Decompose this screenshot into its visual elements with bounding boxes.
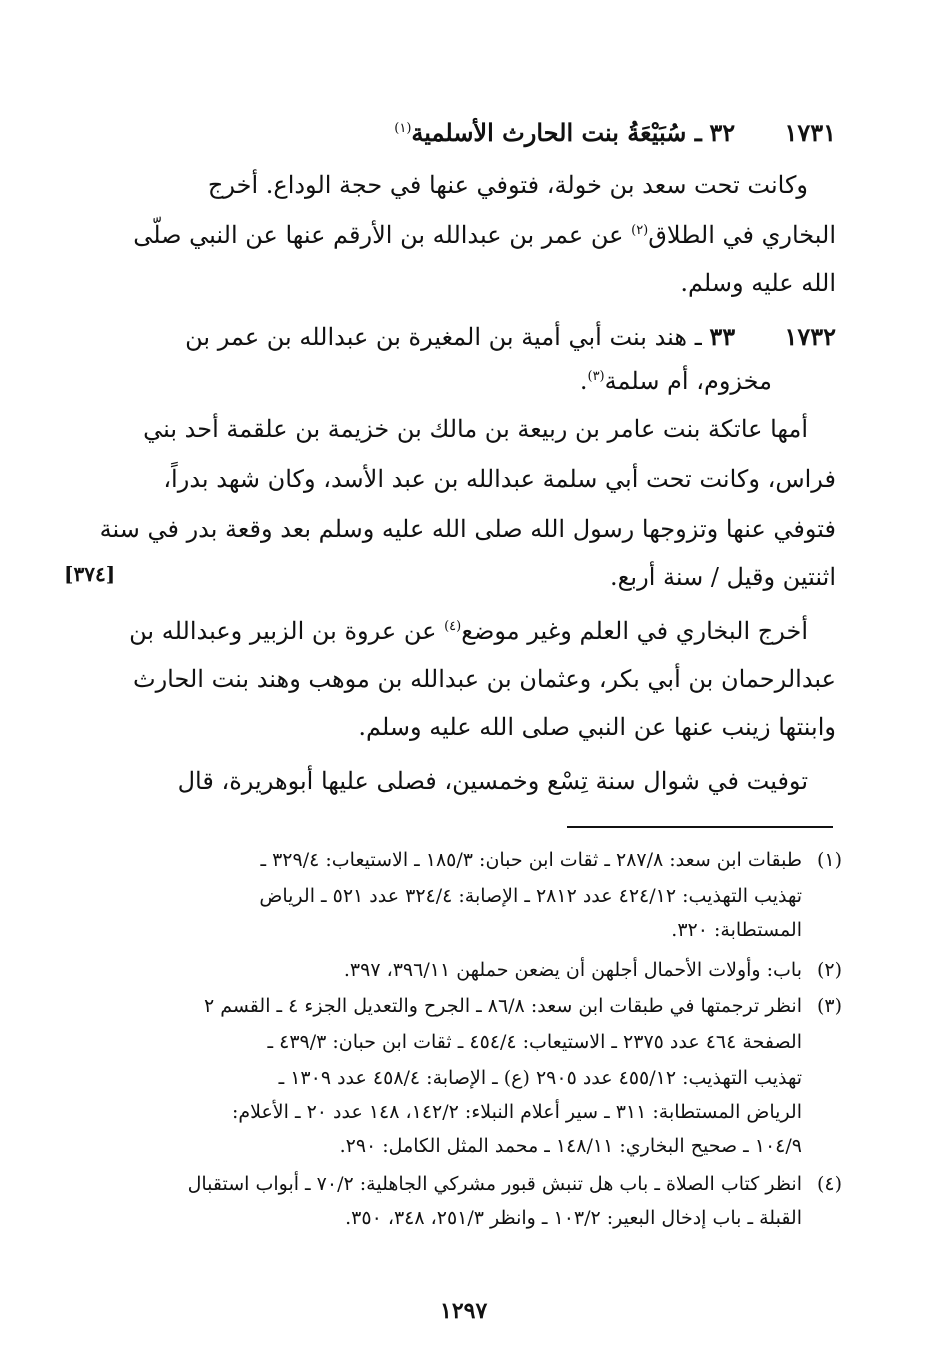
entry-number: ١٧٣١ <box>784 118 836 147</box>
footnote-ref: (٤) <box>444 619 462 634</box>
margin-page-marker: [٣٧٤] <box>64 562 116 586</box>
text-line: فراس، وكانت تحت أبي سلمة عبدالله بن عبد الأسد، وكان شهد بدراً، <box>163 465 836 493</box>
text-line: وكانت تحت سعد بن خولة، فتوفي عنها في حجة الوداع. أخرج <box>207 171 808 199</box>
footnote-mark: (٣) <box>816 995 842 1017</box>
footnote-line: تهذيب التهذيب: ٤٥٥/١٢ عدد ٢٩٠٥ (ع) ـ الإصابة: ٤٥٨/٤ عدد ١٣٠٩ ـ <box>278 1067 802 1089</box>
page-number: ١٢٩٧ <box>440 1298 488 1324</box>
footnote-ref: (٢) <box>631 223 649 238</box>
text-line: أخرج البخاري في العلم وغير موضع$^{(٤)}$ عن عروة بن الزبير وعبدالله بن <box>129 617 808 645</box>
footnote-line: تهذيب التهذيب: ٤٢٤/١٢ عدد ٢٨١٢ ـ الإصابة: ٣٢٤/٤ عدد ٥٢١ ـ الرياض <box>259 885 802 907</box>
footnote-mark: (٢) <box>816 959 842 981</box>
footnote-line: طبقات ابن سعد: ٢٨٧/٨ ـ ثقات ابن حبان: ١٨٥/٣ ـ الاستيعاب: ٣٢٩/٤ ـ <box>260 849 802 871</box>
text-line: عبدالرحمان بن أبي بكر، وعثمان بن عبدالله بن موهب وهند بنت الحارث <box>132 665 836 693</box>
footnote-line: ١٠٤/٩ ـ صحيح البخاري: ١٤٨/١١ ـ محمد المثل الكامل: ٢٩٠. <box>339 1135 802 1157</box>
entry-index: ٣٣ <box>709 322 736 351</box>
text-line: البخاري في الطلاق$^{(٢)}$ عن عمر بن عبدالله بن الأرقم عنها عن النبي صلّى <box>133 221 836 249</box>
entry-heading-1732 <box>185 322 836 352</box>
footnote-line: باب: وأولات الأحمال أجلهن أن يضعن حملهن ٣٩٦/١١، ٣٩٧. <box>343 959 802 981</box>
footnote-ref: (١) <box>394 121 412 136</box>
footnote-divider <box>567 826 833 828</box>
text-line: توفيت في شوال سنة تِسْع وخمسين، فصلى عليها أبوهريرة، قال <box>177 767 808 795</box>
footnote-line: القبلة ـ باب إدخال البعير: ١٠٣/٢ ـ وانظر ٢٥١/٣، ٣٤٨، ٣٥٠. <box>345 1207 802 1229</box>
footnote-line: الرياض المستطابة: ٣١١ ـ سير أعلام النبلاء: ١٤٢/٢، ١٤٨ عدد ٢٠ ـ الأعلام: <box>231 1101 802 1123</box>
text-line: مخزوم، أم سلمة$^{(٣)}$. <box>579 367 772 395</box>
text-line: وابنتها زينب عنها عن النبي صلى الله عليه وسلم. <box>358 713 836 741</box>
text-line: اثنتين وقيل / سنة أربع. <box>610 563 836 591</box>
footnote-mark: (٤) <box>816 1173 842 1195</box>
footnote-line: انظر ترجمتها في طبقات ابن سعد: ٨٦/٨ ـ الجرح والتعديل الجزء ٤ ـ القسم ٢ <box>203 995 802 1017</box>
text-line: أمها عاتكة بنت عامر بن ربيعة بن مالك بن خزيمة بن علقمة أحد بني <box>143 415 808 443</box>
footnote-mark: (١) <box>816 849 842 871</box>
footnote-line: الصفحة ٤٦٤ عدد ٢٣٧٥ ـ الاستيعاب: ٤٥٤/٤ ـ ثقات ابن حبان: ٤٣٩/٣ ـ <box>267 1031 802 1053</box>
entry-index: ٣٢ <box>709 118 736 147</box>
footnote-ref: (٣) <box>587 369 605 384</box>
entry-title: ـ هند بنت أبي أمية بن المغيرة بن عبدالله بن عمر بن <box>185 323 702 351</box>
footnote-line: انظر كتاب الصلاة ـ باب هل تنبش قبور مشركي الجاهلية: ٧٠/٢ ـ أبواب استقبال <box>187 1173 802 1195</box>
footnote-line: المستطابة: ٣٢٠. <box>671 919 802 941</box>
text-line: الله عليه وسلم. <box>680 269 836 297</box>
entry-heading-1731 <box>394 118 836 148</box>
text-line: فتوفي عنها وتزوجها رسول الله صلى الله عليه وسلم بعد وقعة بدر في سنة <box>99 515 836 543</box>
entry-title: ـ سُبَيْعَةُ بنت الحارث الأسلمية <box>411 118 702 147</box>
entry-number: ١٧٣٢ <box>784 322 836 351</box>
